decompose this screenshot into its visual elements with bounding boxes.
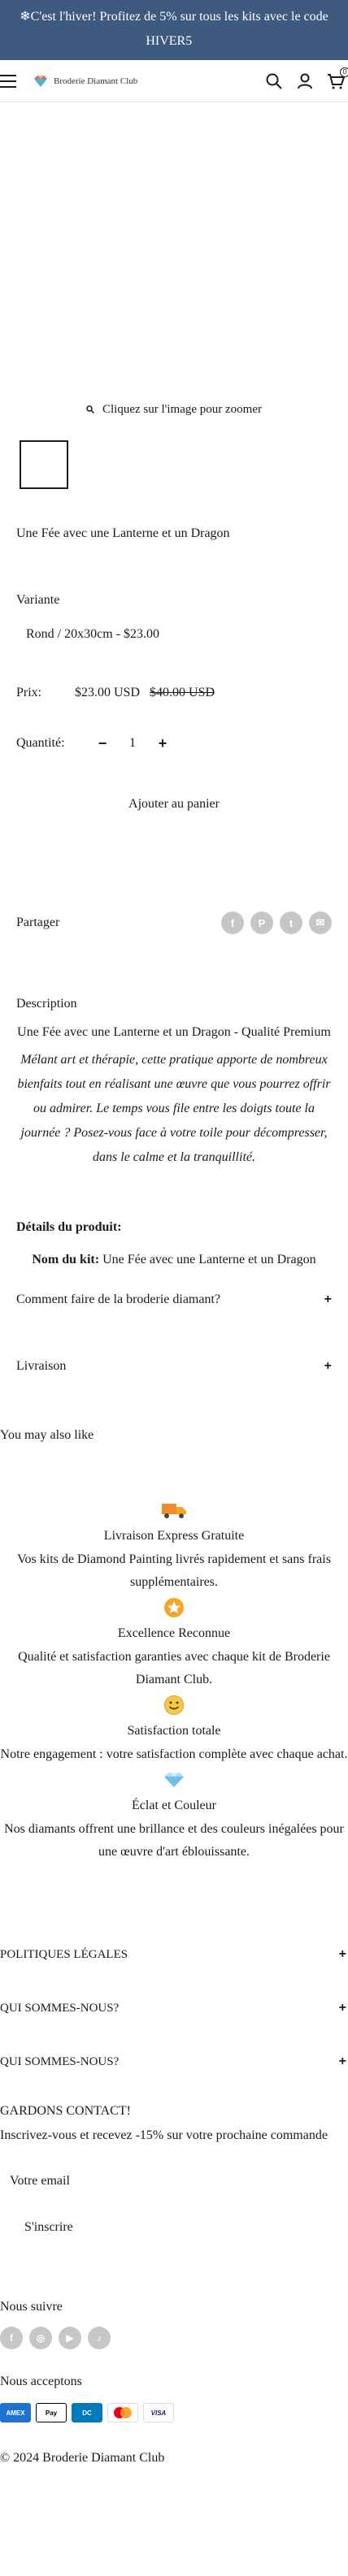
instagram-icon[interactable]: ◎	[29, 2327, 52, 2349]
collapsible-shipping-label: Livraison	[16, 1359, 67, 1373]
you-may-also-like-title: You may also like	[0, 1428, 94, 1442]
description-label: Description	[16, 997, 77, 1011]
social-links	[0, 2320, 348, 2356]
share-label: Partager	[16, 916, 60, 929]
plus-icon: +	[338, 1947, 346, 1961]
feature-title: Livraison Express Gratuite	[103, 1529, 245, 1543]
add-to-cart-button[interactable]: Ajouter au panier	[128, 797, 220, 811]
newsletter-text: Inscrivez-vous et recevez -15% sur votre prochaine commande	[0, 2128, 328, 2142]
thumbnail-list	[0, 421, 348, 494]
quantity-plus-button[interactable]: +	[158, 734, 167, 751]
amex-icon: AMEX	[0, 2403, 31, 2422]
twitter-share-icon[interactable]: t	[280, 911, 302, 934]
footer-legal-policies[interactable]	[0, 1937, 348, 1972]
plus-icon: +	[338, 2054, 346, 2068]
zoom-hint-text: Cliquez sur l'image pour zoomer	[102, 403, 262, 416]
cart-icon[interactable]	[327, 67, 347, 90]
variant-label: Variante	[16, 593, 60, 607]
collapsible-how-to-label: Comment faire de la broderie diamant?	[16, 1292, 221, 1306]
feature-text: Qualité et satisfaction garanties avec chaque kit de Broderie Diamant Club.	[18, 1650, 330, 1686]
kit-name-label: Nom du kit:	[32, 1253, 100, 1266]
account-icon[interactable]	[296, 72, 314, 90]
feature-title: Excellence Reconnue	[117, 1626, 231, 1640]
feature-title: Satisfaction totale	[127, 1724, 221, 1738]
payment-icons	[0, 2395, 348, 2431]
collapsible-shipping[interactable]	[0, 1350, 348, 1383]
header-right	[265, 67, 347, 90]
feature-satisfaction	[0, 1691, 348, 1766]
zoom-icon	[86, 405, 94, 413]
product-title: Une Fée avec une Lanterne et un Dragon	[16, 526, 230, 540]
share-row	[0, 907, 348, 939]
diners-club-icon: DC	[72, 2403, 102, 2422]
price-label: Prix:	[16, 686, 42, 699]
feature-text: Vos kits de Diamond Painting livrés rapidement et sans frais supplémentaires.	[17, 1552, 331, 1589]
announcement-text: ❄C'est l'hiver! Profitez de 5% sur tous les kits avec le code HIVER5⃣	[20, 10, 328, 48]
details-label: Détails du produit:	[16, 1220, 122, 1234]
apple-pay-icon: Pay	[36, 2403, 67, 2422]
cart-count-badge: 0	[340, 67, 348, 77]
tiktok-icon[interactable]: ♪	[88, 2327, 111, 2349]
share-icons	[221, 911, 332, 934]
variant-select[interactable]: Rond / 20x30cm - $23.00	[26, 627, 159, 641]
search-icon[interactable]	[265, 72, 283, 90]
quantity-row	[0, 718, 348, 768]
logo[interactable]	[33, 75, 137, 88]
diamond-icon	[0, 1766, 348, 1794]
quantity-minus-button[interactable]: −	[98, 734, 107, 751]
feature-title: Éclat et Couleur	[132, 1799, 216, 1812]
youtube-icon[interactable]: ▶	[59, 2327, 81, 2349]
plus-icon: +	[338, 2001, 346, 2015]
pinterest-share-icon[interactable]: P	[250, 911, 273, 934]
zoom-hint[interactable]	[0, 398, 348, 421]
mastercard-icon	[107, 2403, 138, 2422]
quantity-value[interactable]: 1	[129, 736, 136, 750]
kit-name-value: Une Fée avec une Lanterne et un Dragon	[102, 1253, 316, 1266]
smile-icon	[0, 1691, 348, 1719]
logo-text: Broderie Diamant Club	[54, 76, 138, 86]
price-current: $23.00 USD	[75, 686, 141, 699]
menu-icon[interactable]	[0, 75, 16, 88]
star-badge-icon	[0, 1594, 348, 1621]
price-compare: $40.00 USD	[150, 686, 215, 699]
footer-about-us-2[interactable]	[0, 2044, 348, 2080]
description-text: Mélant art et thérapie, cette pratique apporte de nombreux bienfaits tout en réalisant une œuvre que vous pourrez offrir ou admirer. Le temps vous file entre les doigts toute la journée ? Posez-vous face à votre toile pour décompresser, dans le calme et la tranquillité.	[17, 1053, 331, 1164]
feature-brilliance	[0, 1766, 348, 1864]
announcement-bar	[0, 0, 348, 60]
product-image[interactable]	[0, 102, 348, 411]
facebook-share-icon[interactable]: f	[221, 911, 244, 934]
feature-text: Nos diamants offrent une brillance et des couleurs inégalées pour une œuvre d'art éblouissante.	[4, 1822, 344, 1859]
copyright: © 2024 Broderie Diamant Club	[0, 2451, 165, 2465]
site-header	[0, 60, 348, 102]
follow-label: Nous suivre	[0, 2300, 63, 2314]
diamond-logo-icon	[33, 75, 49, 88]
visa-icon: VISA	[143, 2403, 174, 2422]
product-thumbnail[interactable]	[20, 440, 68, 489]
footer-block-title: POLITIQUES LÉGALES	[0, 1947, 128, 1961]
quantity-label: Quantité:	[16, 736, 65, 750]
subscribe-button[interactable]: S'inscrire	[24, 2220, 73, 2234]
feature-shipping	[0, 1496, 348, 1594]
newsletter-email-input[interactable]	[0, 2161, 348, 2202]
price-row	[0, 668, 348, 718]
feature-text: Notre engagement : votre satisfaction complète avec chaque achat.	[0, 1747, 348, 1761]
footer-about-us[interactable]	[0, 1990, 348, 2026]
email-share-icon[interactable]: ✉	[309, 911, 332, 934]
feature-excellence	[0, 1594, 348, 1691]
footer-block-title: QUI SOMMES-NOUS?	[0, 2001, 120, 2015]
plus-icon: +	[324, 1292, 332, 1306]
description-title: Une Fée avec une Lanterne et un Dragon - Qualité Premium	[17, 1025, 331, 1039]
facebook-icon[interactable]: f	[0, 2327, 23, 2349]
collapsible-how-to[interactable]	[0, 1284, 348, 1316]
truck-icon	[0, 1496, 348, 1524]
plus-icon: +	[324, 1359, 332, 1373]
contact-title: GARDONS CONTACT!	[0, 2104, 131, 2118]
kit-name-line	[0, 1248, 348, 1272]
header-left	[0, 75, 137, 88]
footer-block-title: QUI SOMMES-NOUS?	[0, 2054, 120, 2068]
accept-label: Nous acceptons	[0, 2375, 82, 2388]
